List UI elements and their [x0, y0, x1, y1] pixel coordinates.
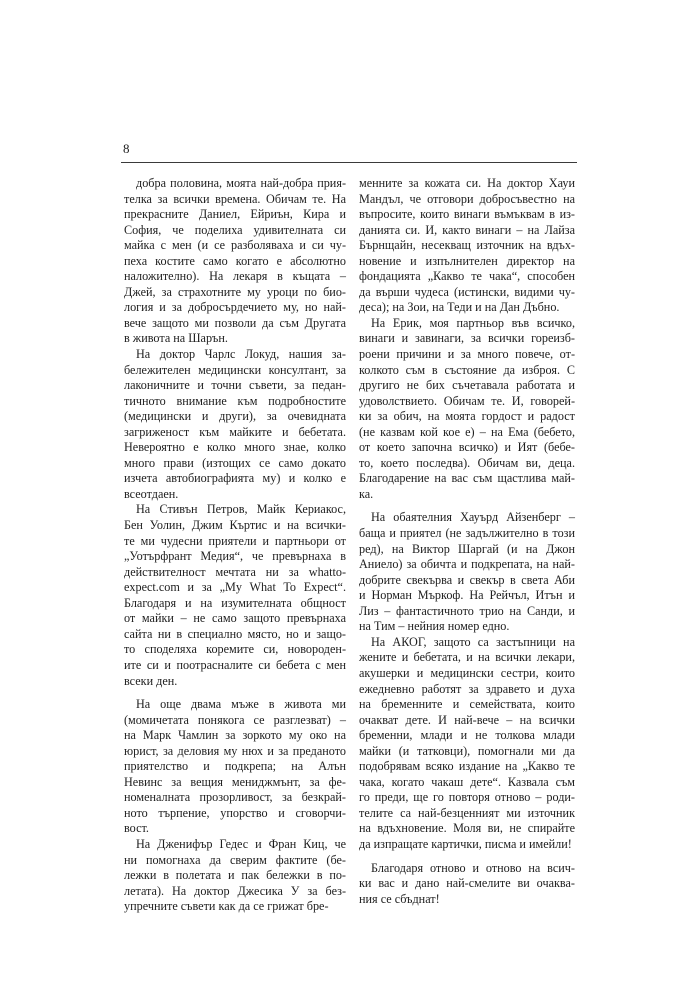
text-line: Благодарение на вас съм щастлива май- — [359, 471, 575, 486]
text-line: от което започна всичко) и Ият (бебе- — [359, 440, 575, 455]
text-line: очакват дете. И най-вече – на всички — [359, 712, 575, 727]
left-column — [124, 176, 346, 915]
text-line: номеналната прозорливост, за безкрай- — [124, 790, 346, 805]
paragraph — [124, 837, 346, 915]
paragraph — [124, 697, 346, 837]
text-line: добрите свекърва и свекър в света Аби — [359, 572, 575, 587]
text-line: сайта ни в специално място, но и защо- — [124, 626, 346, 641]
text-line: много прави (изтощих се само докато — [124, 455, 346, 470]
text-line: ки за обич, на моята гордост и радост — [359, 409, 575, 424]
text-line: на Марк Чамлин за зоркото му око на — [124, 728, 346, 743]
text-line: в живота на Шарън. — [124, 331, 228, 346]
text-line: всеки ден. — [124, 673, 178, 688]
header-rule — [121, 162, 577, 163]
text-line: пеха костите само когато е абсолютно — [124, 253, 346, 268]
text-line: да изпращате картички, писма и имейли! — [359, 836, 572, 851]
text-line: да върши чудеса (истински, видими чу- — [359, 284, 575, 299]
text-line: деса); на Зои, на Теди и на Дан Дъбно. — [359, 300, 560, 315]
text-line: Благодаря и на изумителната общност — [124, 595, 346, 610]
text-line: лежки в полетата и пак бележки в по- — [124, 868, 346, 883]
text-line: вост. — [124, 821, 149, 836]
paragraph — [124, 347, 346, 502]
text-line: Невинс за вещия мениджмънт, за фе- — [124, 774, 346, 789]
text-line: удоволствието. Обичам те. И, говорей- — [359, 393, 575, 408]
text-line: лаконичните и точни съвети, за педан- — [124, 378, 346, 393]
text-line: Лиз – фантастичното трио на Санди, и — [359, 603, 575, 618]
text-line: ка. — [359, 486, 374, 501]
text-line: На АКОГ, защото са застъпници на — [371, 634, 575, 649]
text-line: на бременните и семействата, които — [359, 697, 575, 712]
text-line: менните за кожата си. На доктор Хауи — [359, 176, 575, 190]
text-line: роени причини и за много повече, от- — [359, 347, 575, 362]
text-line: въпросите, които винаги въмъквам в из- — [359, 207, 575, 222]
text-line: Джей, за страхотните му уроци по био- — [124, 284, 346, 299]
page-number: 8 — [123, 141, 130, 156]
text-line: наложително). На лекаря в къщата – — [124, 269, 346, 284]
text-line: юрист, за деловия му нюх и за преданото — [124, 743, 346, 758]
paragraph — [359, 861, 575, 908]
text-line: Аниело) за обичта и подкрепата, на най- — [359, 557, 575, 572]
text-line: подобрявам всяко издание на „Какво те — [359, 759, 575, 774]
text-line: упречните съвети как да се грижат бре- — [124, 899, 329, 914]
paragraph — [359, 316, 575, 503]
text-line: прекрасните Даниел, Ейриън, Кира и — [124, 207, 346, 222]
text-line: бременни, млади и не толкова млади — [359, 728, 575, 743]
text-line: На Стивън Петров, Майк Кериакос, — [136, 502, 346, 517]
text-line: загриженост към майките и бебетата. — [124, 424, 346, 439]
text-line: колкото съм в състояние да изброя. С — [359, 362, 575, 377]
text-line: фондацията „Какво те чака“, способен — [359, 269, 575, 284]
paragraph — [124, 502, 346, 689]
text-line: На Ерик, моя партньор във всичко, — [371, 315, 575, 330]
text-line: от майки – не само защото превърнаха — [124, 611, 346, 626]
text-line: Мандъл, че отговори добросъвестно на — [359, 191, 575, 206]
text-line: летата). На доктор Джесика У за без- — [124, 883, 346, 898]
paragraph — [359, 635, 575, 853]
text-line: на вдъхновение. Моля ви, не спирайте — [359, 821, 575, 836]
text-line: го преди, ще го повторя отново – роди- — [359, 790, 575, 805]
text-line: то споделяха коремите си, новороден- — [124, 642, 346, 657]
text-line: акушерки и медицински сестри, които — [359, 665, 575, 680]
right-column — [359, 176, 575, 907]
text-line: София, че поделиха удивителната си — [124, 222, 346, 237]
text-line: действителност мечтата ни за whatto- — [124, 564, 346, 579]
text-line: винаги и завинаги, за всички гореизб- — [359, 331, 575, 346]
text-line: На обаятелния Хауърд Айзенберг – — [371, 510, 575, 525]
text-line: новение и изпълнителен директор на — [359, 253, 575, 268]
text-line: ни помогнаха да сверим фактите (бе- — [124, 852, 346, 867]
text-line: Бърнщайн, несекващ източник на вдъх- — [359, 238, 575, 253]
text-line: изчета автобиографията му) и колко е — [124, 471, 346, 486]
text-line: на Тим – нейния номер едно. — [359, 619, 510, 634]
text-line: майка с мен (и се разболяваха и си чу- — [124, 238, 346, 253]
text-line: Бен Уолин, Джим Къртис и на всички- — [124, 518, 346, 533]
text-line: ите си и поотрасналите си бебета с мен — [124, 657, 346, 672]
text-line: то, което последва). Обичам ви, деца. — [359, 455, 575, 470]
text-line: и Норман Мъркоф. На Рейчъл, Итън и — [359, 588, 575, 603]
text-line: вече защото ми позволи да съм Другата — [124, 315, 346, 330]
text-line: чака, когато чакаш дете“. Казвала съм — [359, 774, 575, 789]
text-line: ното търпение, упорство и сговорчи- — [124, 805, 346, 820]
text-line: телите са най-безценният ми източник — [359, 805, 575, 820]
text-line: expect.com и за „My What To Expect“. — [124, 580, 346, 595]
text-line: „Уотърфрант Медия“, че превърнаха в — [124, 549, 346, 564]
text-line: телка за всички времена. Обичам те. На — [124, 191, 346, 206]
text-line: логия и за добросърдечието му, но най- — [124, 300, 346, 315]
text-line: ежедневно работят за здравето и духа — [359, 681, 575, 696]
text-line: всеотдаен. — [124, 486, 179, 501]
text-line: (медицински и други), за очевидната — [124, 409, 346, 424]
text-line: Благодаря отново и отново на всич- — [371, 860, 575, 875]
text-line: (момичетата понякога се разглезват) – — [124, 712, 346, 727]
text-line: ред), на Виктор Шаргай (и на Джон — [359, 541, 575, 556]
text-line: (не казвам кой кое е) – на Ема (бебето, — [359, 424, 575, 439]
paragraph — [124, 176, 346, 347]
text-line: приятелство и подкрепа; на Алън — [124, 759, 346, 774]
text-line: ки вас и дано най-смелите ви очаква- — [359, 876, 575, 891]
text-line: майки (и татковци), помогнали ми да — [359, 743, 575, 758]
paragraph — [359, 510, 575, 634]
text-line: добра половина, моята най-добра прия- — [136, 176, 346, 190]
text-line: На Дженифър Гедес и Фран Киц, че — [136, 836, 346, 851]
text-line: те ми чудесни приятели и партньори от — [124, 533, 346, 548]
text-line: На още двама мъже в живота ми — [136, 697, 346, 712]
text-line: ния се сбъднат! — [359, 891, 440, 906]
paragraph — [359, 176, 575, 316]
text-line: другиго не бих съчетавала работата и — [359, 378, 575, 393]
text-line: На доктор Чарлс Локуд, нашия за- — [136, 347, 346, 362]
text-line: тичното внимание към подробностите — [124, 393, 346, 408]
text-line: Невероятно е колко много знае, колко — [124, 440, 346, 455]
text-line: данията си. И, както винаги – на Лайза — [359, 222, 575, 237]
text-line: жените и бебетата, и на всички лекари, — [359, 650, 575, 665]
text-line: бележителен медицински консултант, за — [124, 362, 346, 377]
text-line: баща и приятел (не задължително в този — [359, 526, 575, 541]
